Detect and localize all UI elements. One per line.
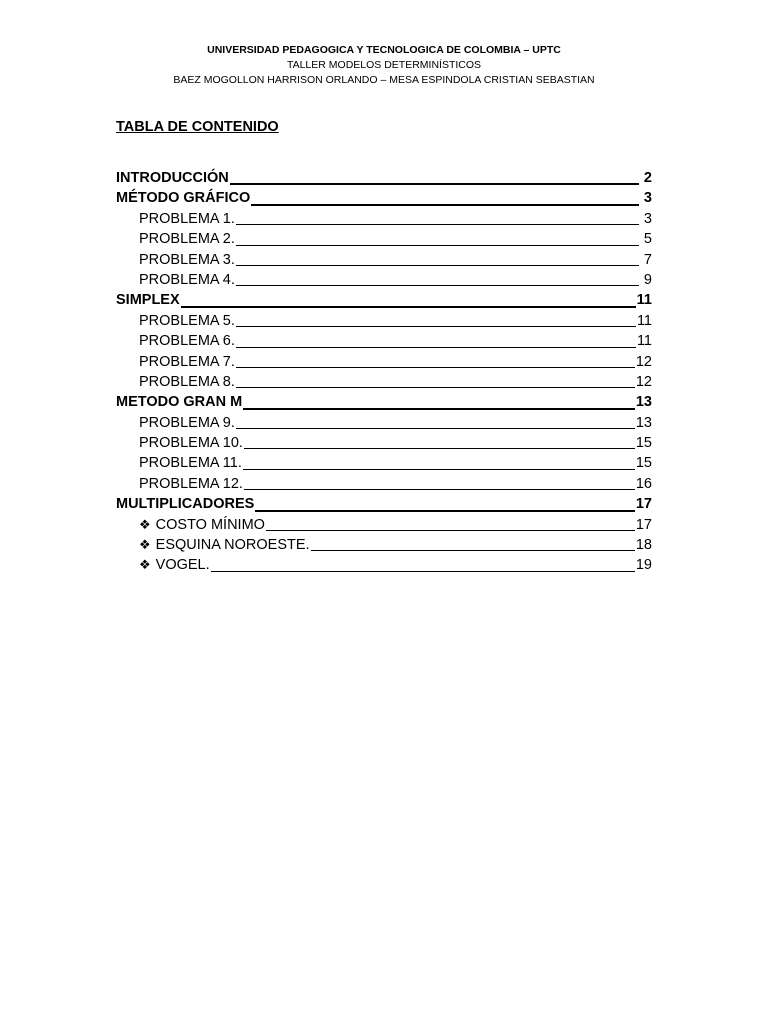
toc-leader <box>236 285 639 286</box>
toc-entry-label: INTRODUCCIÓN <box>116 169 229 186</box>
toc-page-number: 19 <box>635 557 652 574</box>
toc-leader <box>244 489 635 490</box>
toc-entry-multiplicadores[interactable] <box>116 494 652 514</box>
toc-entry-introduccion[interactable] <box>116 168 652 188</box>
toc-leader <box>244 448 635 449</box>
toc-entry-problema-7[interactable] <box>116 352 652 372</box>
toc-entry-metodo-gran-m[interactable] <box>116 392 652 412</box>
toc-entry-label: PROBLEMA 8. <box>139 373 235 390</box>
toc-page-number: 12 <box>635 353 652 370</box>
toc-entry-label: MULTIPLICADORES <box>116 496 255 513</box>
toc-leader <box>236 224 639 225</box>
toc-entry-problema-6[interactable] <box>116 331 652 351</box>
toc-leader <box>230 183 639 185</box>
toc-leader <box>243 469 635 470</box>
toc-entry-label: METODO GRAN M <box>116 394 243 411</box>
toc-page-number: 12 <box>635 373 652 390</box>
toc-entry-label: COSTO MÍNIMO <box>155 516 265 533</box>
toc-entry-label: PROBLEMA 1. <box>139 210 235 227</box>
toc-entry-metodo-grafico[interactable] <box>116 188 652 208</box>
toc-entry-problema-2[interactable] <box>116 229 652 249</box>
toc-leader <box>266 530 635 531</box>
toc-entry-label: PROBLEMA 7. <box>139 353 235 370</box>
toc-leader <box>211 571 635 572</box>
toc-entry-problema-5[interactable] <box>116 311 652 331</box>
toc-entry-problema-10[interactable] <box>116 433 652 453</box>
toc-entry-label: PROBLEMA 10. <box>139 435 243 452</box>
toc-page-number: 13 <box>635 394 652 411</box>
toc-entry-costo-minimo[interactable] <box>116 515 652 535</box>
toc-leader <box>311 550 635 551</box>
toc-entry-problema-11[interactable] <box>116 453 652 473</box>
toc-entry-problema-9[interactable] <box>116 413 652 433</box>
toc-leader <box>243 408 635 410</box>
toc-entry-problema-12[interactable] <box>116 474 652 494</box>
toc-page-number: 17 <box>635 496 652 513</box>
diamond-bullet-icon: ❖ <box>139 537 151 553</box>
toc-leader <box>236 265 639 266</box>
toc-entry-label: PROBLEMA 11. <box>139 455 242 472</box>
toc-page-number: 15 <box>635 435 652 452</box>
diamond-bullet-icon: ❖ <box>139 516 151 532</box>
toc-entry-label: PROBLEMA 5. <box>139 312 235 329</box>
toc-title: TABLA DE CONTENIDO <box>116 119 279 135</box>
toc-entry-problema-1[interactable] <box>116 209 652 229</box>
toc-leader <box>236 428 635 429</box>
document-header <box>0 43 768 88</box>
toc-page-number: 18 <box>635 537 652 554</box>
toc-page-number: 11 <box>636 292 652 309</box>
toc-entry-problema-3[interactable] <box>116 250 652 270</box>
toc-page-number: 17 <box>635 516 652 533</box>
toc-page-number: 13 <box>635 414 652 431</box>
toc-entry-label: SIMPLEX <box>116 292 180 309</box>
toc-page-number: 3 <box>643 190 652 207</box>
toc-page-number: 11 <box>636 333 652 350</box>
toc-leader <box>236 347 636 348</box>
toc-leader <box>251 204 639 206</box>
toc-entry-problema-4[interactable] <box>116 270 652 290</box>
toc-leader <box>255 510 635 512</box>
toc-leader <box>236 367 635 368</box>
toc-entry-problema-8[interactable] <box>116 372 652 392</box>
toc-page-number: 7 <box>643 251 652 268</box>
toc-entry-label: MÉTODO GRÁFICO <box>116 190 251 207</box>
toc-page-number: 3 <box>643 210 652 227</box>
toc-page-number: 15 <box>635 455 652 472</box>
header-authors: BAEZ MOGOLLON HARRISON ORLANDO – MESA ESPINDOLA CRISTIAN SEBASTIAN <box>173 74 595 86</box>
toc-entry-label: PROBLEMA 3. <box>139 251 235 268</box>
toc-entry-simplex[interactable] <box>116 290 652 310</box>
toc-leader <box>236 245 639 246</box>
toc-page-number: 5 <box>643 231 652 248</box>
toc-entry-label: PROBLEMA 2. <box>139 231 235 248</box>
toc-entry-label: ESQUINA NOROESTE. <box>155 537 310 554</box>
toc-entry-label: PROBLEMA 6. <box>139 333 235 350</box>
toc-entry-label: PROBLEMA 4. <box>139 271 235 288</box>
toc-entry-vogel[interactable] <box>116 555 652 575</box>
toc-entry-esquina-noroeste[interactable] <box>116 535 652 555</box>
toc-entry-label: PROBLEMA 12. <box>139 475 243 492</box>
toc-entry-label: VOGEL. <box>155 557 210 574</box>
header-course: TALLER MODELOS DETERMINÍSTICOS <box>286 59 482 71</box>
toc-page-number: 9 <box>643 271 652 288</box>
toc-leader <box>236 326 636 327</box>
toc-entry-label: PROBLEMA 9. <box>139 414 235 431</box>
diamond-bullet-icon: ❖ <box>139 557 151 573</box>
toc-page-number: 2 <box>643 169 652 186</box>
toc-leader <box>236 387 635 388</box>
toc-page-number: 16 <box>635 475 652 492</box>
table-of-contents <box>116 168 652 576</box>
header-university: UNIVERSIDAD PEDAGOGICA Y TECNOLOGICA DE COLOMBIA – UPTC <box>207 44 561 56</box>
toc-leader <box>181 306 636 308</box>
toc-page-number: 11 <box>636 312 652 329</box>
